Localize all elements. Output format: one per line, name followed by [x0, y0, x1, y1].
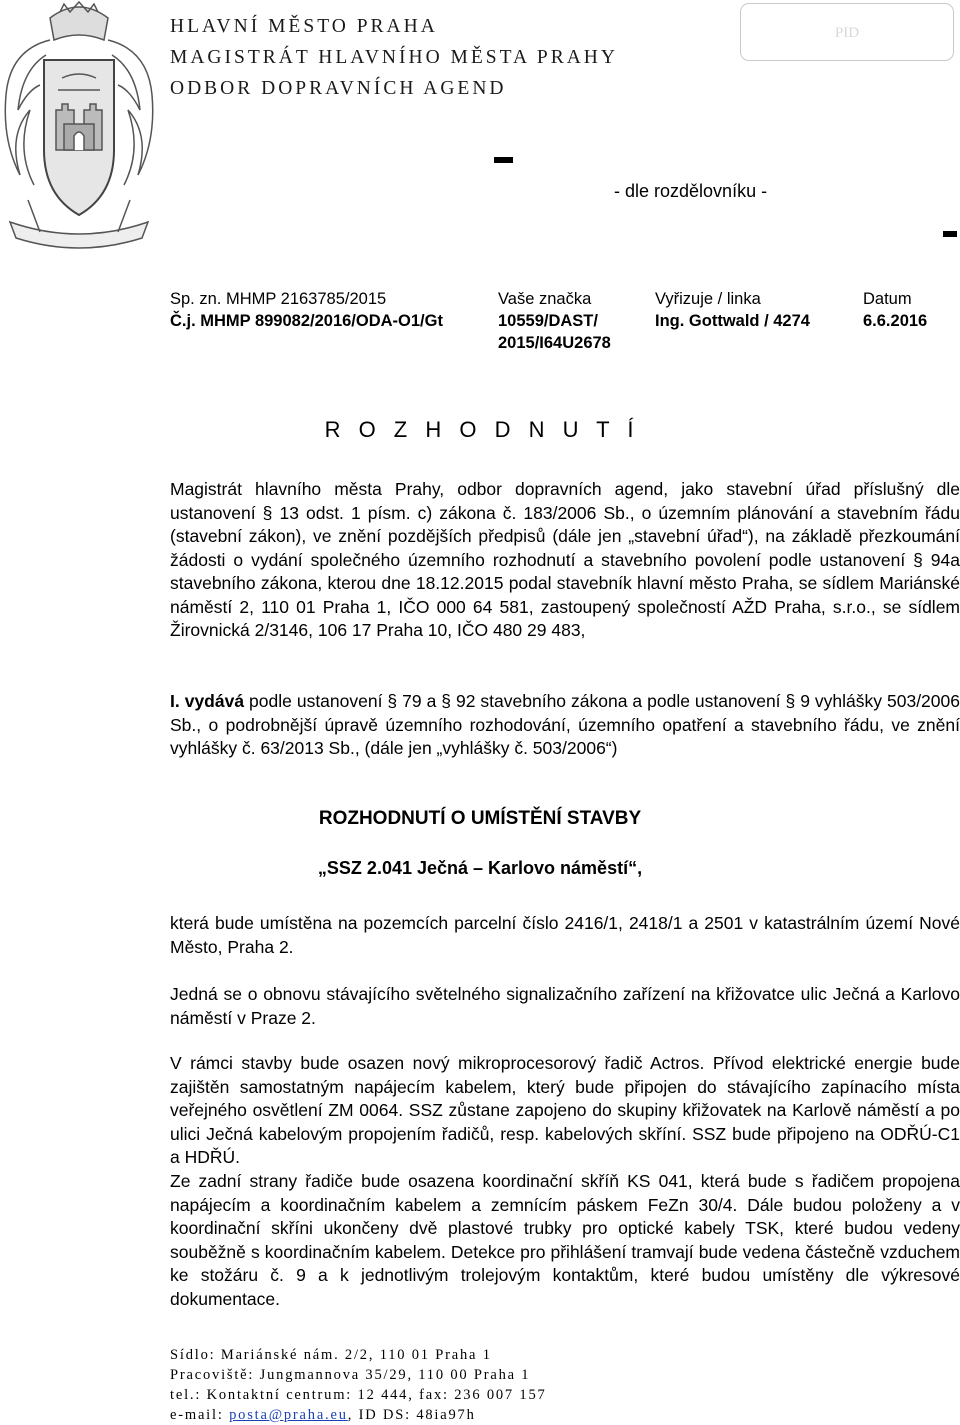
- intro-paragraph: Magistrát hlavního města Prahy, odbor dopravních agend, jako stavební úřad příslušný dle ustanovení § 13 odst. 1 písm. c) zákona č. 183/2006 Sb., o územním plánování a stavebním řádu (stavební zákon), ve znění pozdějších předpisů (dále jen „stavební úřad“), na základě přezkoumání žádosti o vydání společného územního rozhodnutí a stavebního povolení podle ustanovení § 94a stavebního zákona, kterou dne 18.12.2015 podal stavebník hlavní město Praha, se sídlem Mariánské náměstí 2, 110 01 Praha 1, IČO 000 64 581, zastoupený společností AŽD Praha, s.r.o., se sídlem Žirovnická 2/3146, 106 17 Praha 10, IČO 480 29 483,: [170, 479, 960, 640]
- decision-verb: vydává: [184, 691, 245, 711]
- cj-number: Č.j. MHMP 899082/2016/ODA-O1/Gt: [170, 312, 443, 330]
- your-ref-value-2: 2015/I64U2678: [498, 334, 611, 352]
- footer-email-line: [170, 1405, 547, 1425]
- reference-date: [863, 288, 927, 332]
- decision-heading: ROZHODNUTÍ O UMÍSTĚNÍ STAVBY: [318, 808, 642, 829]
- handled-value: Ing. Gottwald / 4274: [655, 312, 810, 330]
- footer-email-prefix: e-mail:: [170, 1407, 230, 1423]
- document-title: R O Z H O D N U T Í: [324, 417, 640, 442]
- letterhead: [170, 11, 618, 104]
- decision-paragraph: [170, 690, 960, 761]
- letterhead-line-city: HLAVNÍ MĚSTO PRAHA: [170, 16, 438, 37]
- footer-phone: tel.: Kontaktní centrum: 12 444, fax: 236 007 157: [170, 1387, 547, 1403]
- prague-coat-of-arms-icon: [0, 0, 158, 260]
- letterhead-line-magistrate: MAGISTRÁT HLAVNÍHO MĚSTA PRAHY: [170, 47, 618, 68]
- footer-workplace: Pracoviště: Jungmannova 35/29, 110 00 Praha 1: [170, 1367, 531, 1383]
- scope-paragraph: Jedná se o obnovu stávajícího světelného signalizačního zařízení na křižovatce ulic Ječná a Karlovo náměstí v Praze 2.: [170, 984, 960, 1028]
- decision-text: podle ustanovení § 79 a § 92 stavebního zákona a podle ustanovení § 9 vyhlášky 503/2006 Sb., o podrobnější úpravě územního rozhodování, územního opatření a stavebního řádu, ve znění vyhlášky č. 63/2013 Sb., (dále jen „vyhlášky č. 503/2006“): [170, 691, 960, 758]
- sp-zn: Sp. zn. MHMP 2163785/2015: [170, 290, 387, 308]
- location-paragraph: která bude umístěna na pozemcích parcelní číslo 2416/1, 2418/1 a 2501 v katastrálním území Nové Město, Praha 2.: [170, 913, 960, 957]
- handled-label: Vyřizuje / linka: [655, 290, 761, 308]
- email-link[interactable]: posta@praha.eu: [229, 1407, 348, 1423]
- cabinet-paragraph: Ze zadní strany řadiče bude osazena koordinační skříň KS 041, která bude s řadičem propojena napájecím a koordinačním kabelem a zemnícím páskem FeZn 30/4. Dále budou položeny a v koordinační skříni ukončeny dvě plastové trubky pro optické kabely TSK, které budou vedeny souběžně s koordinačním kabelem. Detekce pro přihlášení tramvají bude vedena částečně vzduchem ke stožáru č. 9 a k jednotlivým trolejovým kontaktům, které budou umístěny dle výkresové dokumentace.: [170, 1171, 960, 1309]
- date-value: 6.6.2016: [863, 312, 928, 330]
- project-name: „SSZ 2.041 Ječná – Karlovo náměstí“,: [317, 858, 643, 878]
- pid-box: PID: [740, 3, 954, 61]
- controller-paragraph: V rámci stavby bude osazen nový mikroprocesorový řadič Actros. Přívod elektrické energie bude zajištěn samostatným napájecím kabelem, který bude připojen do stávajícího zapínacího místa veřejného osvětlení ZM 0064. SSZ zůstane zapojeno do skupiny křižovatek na Karlově náměstí a po ulici Ječná kabelovým propojením řadičů, resp. kabelových skříní. SSZ bude připojeno na ODŘÚ-C1 a HDŘÚ.: [170, 1053, 960, 1167]
- footer-seat: Sídlo: Mariánské nám. 2/2, 110 01 Praha 1: [170, 1347, 492, 1363]
- fold-mark-right: [943, 231, 957, 237]
- decision-roman: I.: [170, 691, 180, 711]
- footer-contact: [170, 1345, 547, 1425]
- fold-mark-top: [494, 157, 513, 163]
- date-label: Datum: [863, 290, 912, 308]
- your-ref-value-1: 10559/DAST/: [498, 312, 598, 330]
- reference-handled-by: [655, 288, 810, 332]
- footer-ds: , ID DS: 48ia97h: [347, 1407, 476, 1423]
- your-ref-label: Vaše značka: [498, 290, 592, 308]
- recipient: - dle rozdělovníku -: [614, 181, 768, 201]
- reference-case-numbers: [170, 288, 443, 332]
- letterhead-line-department: ODBOR DOPRAVNÍCH AGEND: [170, 78, 507, 99]
- reference-your-mark: [498, 288, 611, 354]
